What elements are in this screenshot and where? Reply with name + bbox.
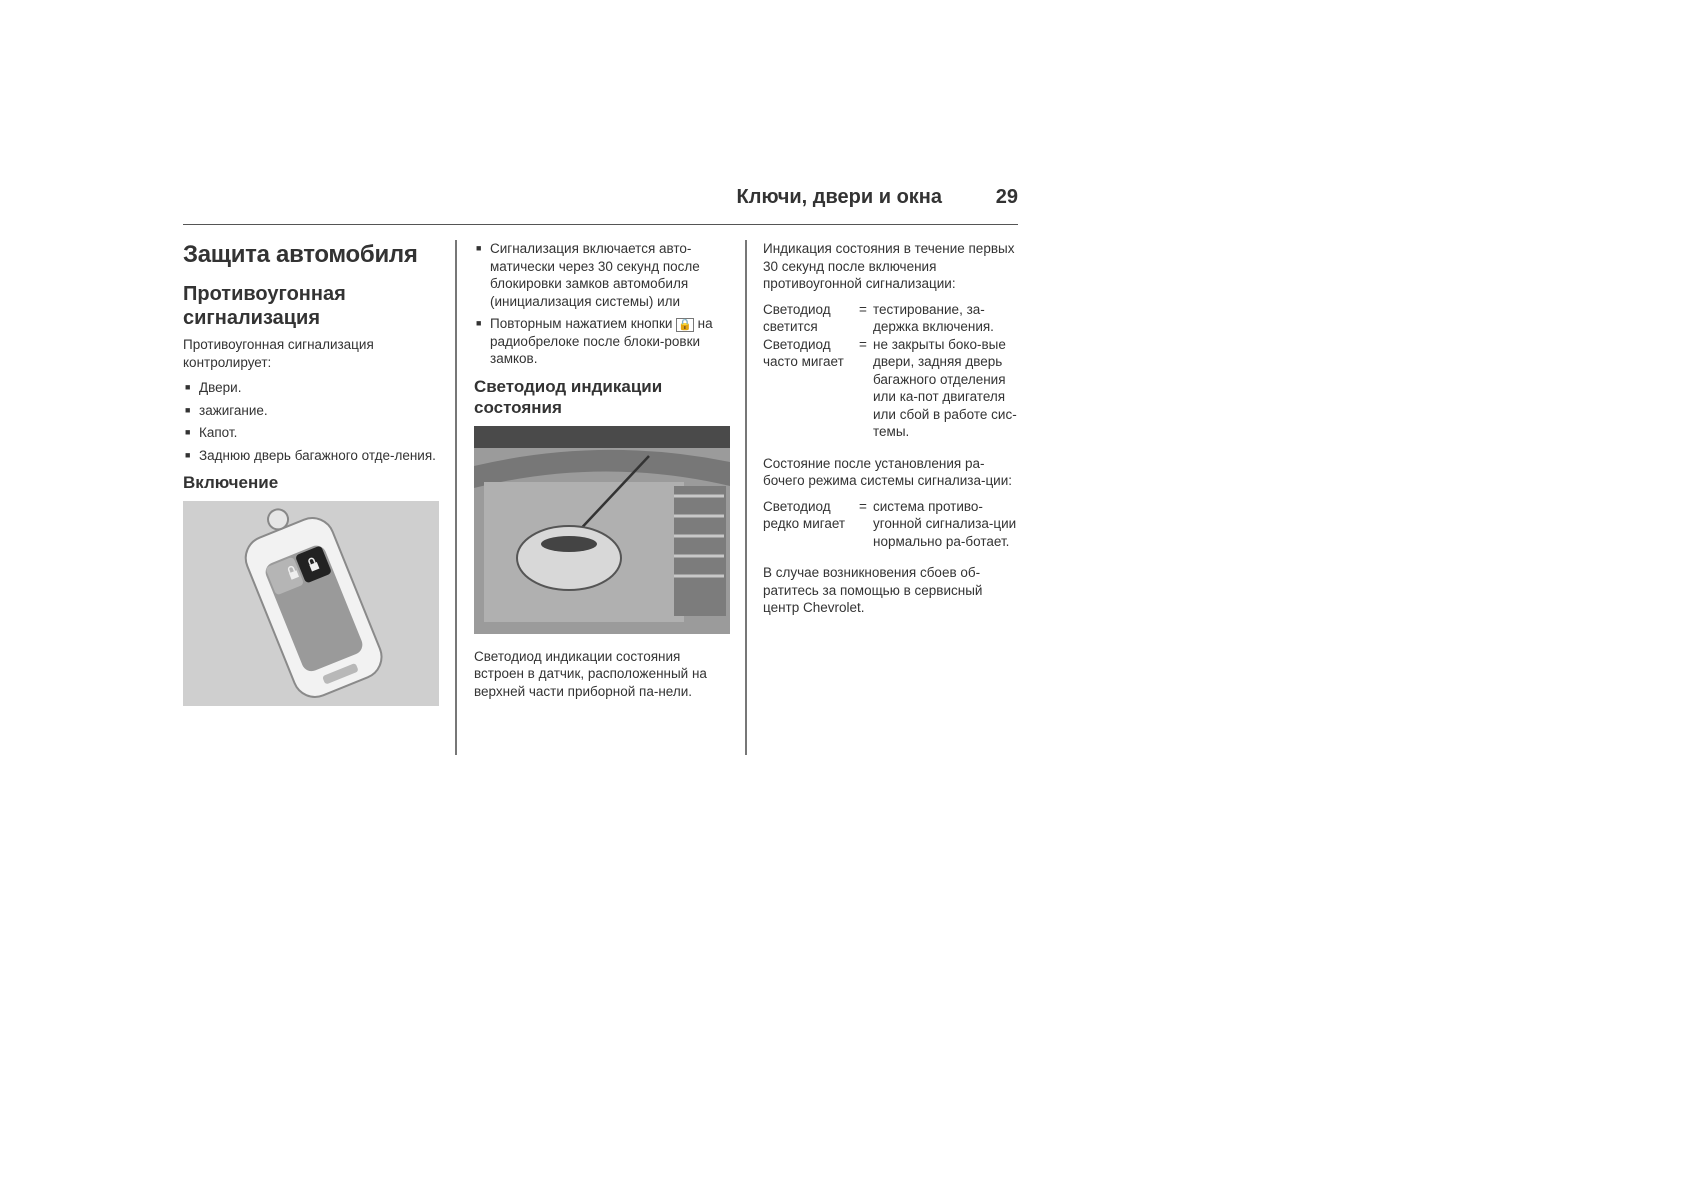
- list-item: ■ Повторным нажатием кнопки 🔒 на радиобрелоке после блоки-ровки замков.: [474, 315, 731, 368]
- header-title: Ключи, двери и окна: [736, 186, 942, 208]
- column-divider: [455, 240, 457, 755]
- list-item: ■ Капот.: [183, 424, 438, 442]
- dashboard-figure: [474, 426, 730, 634]
- status-working-intro: Состояние после установления ра-бочего режима системы сигнализа-ции:: [763, 455, 1013, 488]
- status-table-working: [763, 498, 1021, 551]
- monitored-list: [183, 379, 438, 464]
- status-intro: Индикация состояния в течение первых 30 секунд после включения противоугонной сигнализации:: [763, 241, 1015, 291]
- key-fob-illustration: [183, 501, 439, 706]
- list-item: ■ Сигнализация включается авто-матически через 30 секунд после блокировки замков автомобиля (инициализация системы) или: [474, 240, 731, 310]
- column-1: [183, 240, 438, 720]
- section-title: Защита автомобиля: [183, 241, 418, 268]
- page-header: [183, 180, 1018, 225]
- list-item: ■ зажигание.: [183, 402, 438, 420]
- table-row: Светодиод светится = тестирование, за-держка включения.: [763, 301, 994, 334]
- column-3: [763, 240, 1021, 625]
- page-number: 29: [995, 186, 1018, 208]
- activation-heading: Включение: [183, 473, 279, 492]
- led-heading: Светодиод индикации состояния: [474, 376, 663, 417]
- subsection-title: Противоугонная сигнализация: [183, 283, 346, 329]
- dashboard-illustration: [474, 426, 730, 634]
- status-table-initial: [763, 301, 1021, 441]
- table-row: Светодиод редко мигает = система противо-угонной сигнализа-ции нормально ра-ботает.: [763, 498, 1017, 549]
- table-row: Светодиод часто мигает = не закрыты боко-вые двери, задняя дверь багажного отделения или ка-пот двигателя или сбой в работе сис-темы.: [763, 336, 1017, 439]
- led-caption: Светодиод индикации состояния встроен в датчик, расположенный на верхней части приборной па-нели.: [474, 648, 707, 699]
- column-divider: [745, 240, 747, 755]
- list-item: ■ Заднюю дверь багажного отде-ления.: [183, 447, 438, 465]
- lock-icon: 🔒: [678, 319, 692, 331]
- list-item: ■ Двери.: [183, 379, 438, 397]
- service-note: В случае возникновения сбоев об-ратитесь за помощью в сервисный центр Chevrolet.: [763, 565, 983, 615]
- activation-list: [474, 240, 731, 368]
- key-fob-figure: [183, 501, 439, 706]
- intro-text: Противоугонная сигнализация контролирует:: [183, 337, 374, 370]
- column-2: [474, 240, 731, 708]
